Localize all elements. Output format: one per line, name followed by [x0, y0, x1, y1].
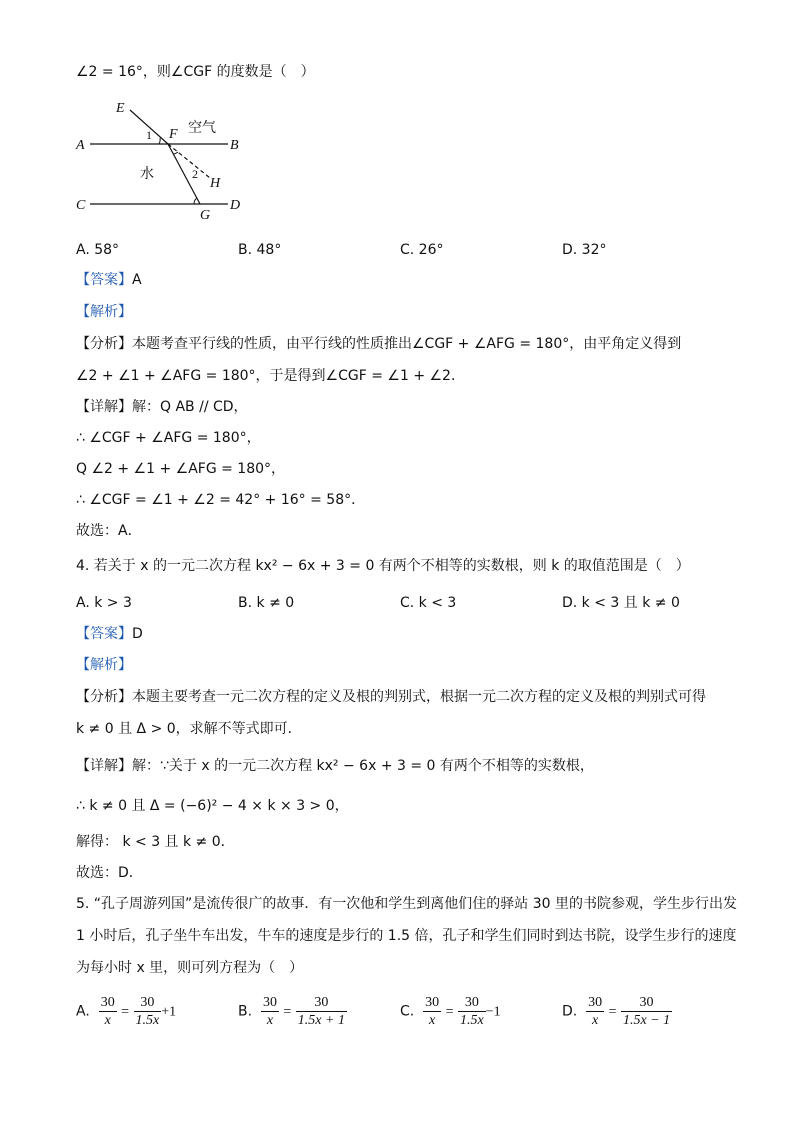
answer-tag: 【答案】: [76, 626, 132, 642]
fenxi-tag: 【分析】: [76, 336, 132, 352]
dashed-fh: [168, 144, 210, 178]
option-label: D.: [562, 1003, 578, 1020]
angle-arc-2: [174, 152, 178, 154]
q5-stem-1: 5. “孔子周游列国”是流传很广的故事．有一次他和学生到离他们住的驿站 30 里的书院参观，学生步行出发: [76, 896, 738, 912]
label-angle-1: 1: [146, 128, 152, 142]
option-label: B.: [238, 1003, 253, 1020]
q3-fenxi-1: [76, 334, 681, 354]
fraction-right: $\frac{30}{1.5x + 1}$: [297, 995, 345, 1028]
q4-stem: 4. 若关于 x 的一元二次方程 kx² − 6x + 3 = 0 有两个不相等的实数根，则 k 的取值范围是（ ）: [76, 558, 690, 574]
fenxi-text: 本题考查平行线的性质，由平行线的性质推出∠CGF + ∠AFG = 180°，由平角定义得到: [132, 336, 682, 352]
option-tail: +1: [161, 1004, 177, 1020]
xiangjie-tag: 【详解】: [76, 758, 132, 774]
q3-option-c: C. 26°: [400, 242, 444, 258]
label-air: 空气: [188, 120, 216, 136]
fraction-right: $\frac{30}{1.5x - 1}$: [622, 995, 671, 1028]
fraction-right: $\frac{30}{1.5x}$: [459, 995, 484, 1028]
q3-stem-tail: ∠2 = 16°，则∠CGF 的度数是（ ）: [76, 64, 315, 80]
fraction-left: $\frac{30}{x}$: [100, 995, 115, 1028]
angle-arc-g: [194, 198, 197, 204]
q3-option-b: B. 48°: [238, 242, 282, 258]
fenxi-tag: 【分析】: [76, 689, 132, 705]
q3-answer: [76, 270, 142, 290]
label-c: C: [76, 198, 86, 213]
q3-step-3: ∴ ∠CGF = ∠1 + ∠2 = 42° + 16° = 58°．: [76, 492, 366, 508]
q4-step-2: 解得： k < 3 且 k ≠ 0．: [76, 834, 235, 850]
q5-stem-3: 为每小时 x 里，则可列方程为（ ）: [76, 960, 304, 976]
angle-arc-1: [159, 138, 160, 144]
xiangjie-text: 解：Q AB // CD，: [132, 399, 248, 415]
fraction-left: $\frac{30}{x}$: [588, 995, 603, 1028]
q4-fenxi-1: [76, 687, 706, 707]
fraction-left: $\frac{30}{x}$: [262, 995, 277, 1028]
q4-option-b: B. k ≠ 0: [238, 595, 295, 611]
label-b: B: [230, 138, 239, 153]
q5-option-d: D. $\frac{30}{x}$ = $\frac{30}{1.5x - 1}$: [562, 995, 671, 1028]
q3-choose: 故选：A．: [76, 523, 142, 539]
label-g: G: [200, 208, 211, 222]
q4-answer: [76, 624, 143, 644]
xiangjie-tag: 【详解】: [76, 399, 132, 415]
q3-step-2: Q ∠2 + ∠1 + ∠AFG = 180°，: [76, 461, 286, 477]
answer-tag: 【答案】: [76, 272, 132, 288]
q3-analysis-tag: 【解析】: [76, 304, 132, 320]
label-water: 水: [140, 166, 154, 182]
q3-figure: [72, 92, 272, 222]
q4-option-d: D. k < 3 且 k ≠ 0: [562, 595, 680, 611]
q4-choose: 故选：D．: [76, 865, 143, 881]
fraction-right: $\frac{30}{1.5x}$: [135, 995, 160, 1028]
option-label: A.: [76, 1003, 90, 1020]
q3-fenxi-2: ∠2 + ∠1 + ∠AFG = 180°，于是得到∠CGF = ∠1 + ∠2．: [76, 368, 465, 384]
answer-value: D: [132, 626, 143, 642]
q3-option-d: D. 32°: [562, 242, 607, 258]
q4-fenxi-2: k ≠ 0 且 Δ > 0，求解不等式即可．: [76, 721, 302, 737]
label-d: D: [230, 198, 241, 213]
q5-option-b: B. $\frac{30}{x}$ = $\frac{30}{1.5x + 1}$: [238, 995, 345, 1028]
q3-xiangjie-1: [76, 397, 248, 417]
q4-option-a: A. k > 3: [76, 595, 132, 611]
q3-step-1: ∴ ∠CGF + ∠AFG = 180°，: [76, 430, 261, 446]
label-a: A: [76, 138, 85, 153]
fraction-left: $\frac{30}{x}$: [425, 995, 440, 1028]
fenxi-text: 本题主要考查一元二次方程的定义及根的判别式，根据一元二次方程的定义及根的判别式可得: [132, 689, 706, 705]
q4-step-1: ∴ k ≠ 0 且 Δ = (−6)² − 4 × k × 3 > 0，: [76, 798, 349, 814]
q4-option-c: C. k < 3: [400, 595, 457, 611]
option-label: C.: [400, 1003, 415, 1020]
option-tail: −1: [485, 1004, 501, 1020]
label-f: F: [169, 127, 178, 142]
label-h: H: [210, 176, 221, 191]
label-angle-2: 2: [192, 167, 198, 181]
answer-value: A: [132, 272, 142, 288]
q4-analysis-tag: 【解析】: [76, 657, 132, 673]
q5-option-c: C. $\frac{30}{x}$ = $\frac{30}{1.5x}$ −1: [400, 995, 501, 1028]
xiangjie-text: 解：∵关于 x 的一元二次方程 kx² − 6x + 3 = 0 有两个不相等的实数根，: [132, 758, 594, 774]
q3-option-a: A. 58°: [76, 242, 120, 258]
q5-stem-2: 1 小时后，孔子坐牛车出发，牛车的速度是步行的 1.5 倍，孔子和学生们同时到达书院，设学生步行的速度: [76, 928, 737, 944]
q4-xiangjie-1: [76, 756, 594, 776]
q5-option-a: A. $\frac{30}{x}$ = $\frac{30}{1.5x}$ +1: [76, 995, 177, 1028]
label-e: E: [116, 101, 125, 116]
